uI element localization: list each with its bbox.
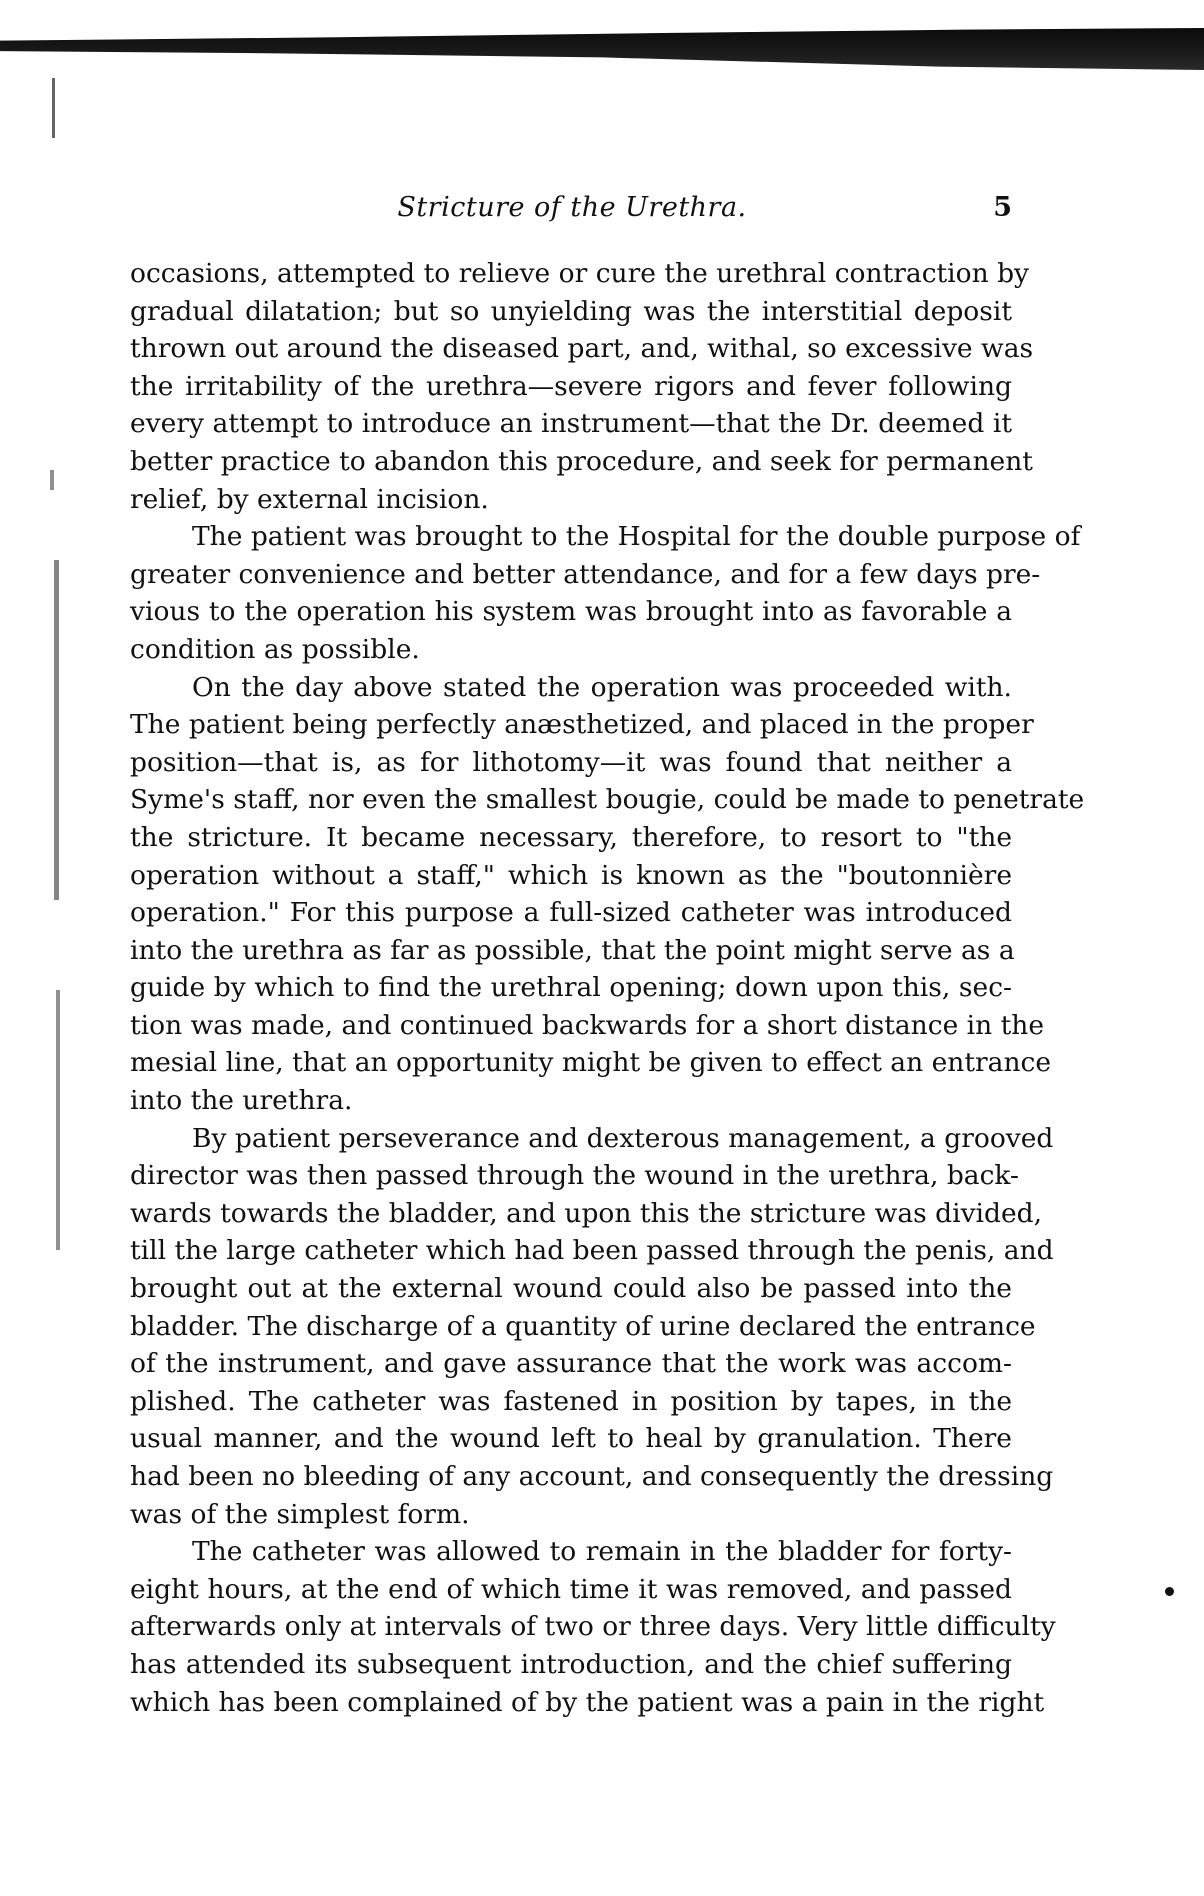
scan-gutter-mark [50, 470, 54, 490]
text-line: had been no bleeding of any account, and consequently the dressing [130, 1461, 1054, 1492]
text-line: The patient was brought to the Hospital for the double purpose of [192, 521, 1081, 553]
text-line: every attempt to introduce an instrument—that the Dr. deemed it [130, 408, 1012, 440]
text-line: which has been complained of by the patient was a pain in the right [130, 1686, 1045, 1718]
text-line: position—that is, as for lithotomy—it was found that neither a [130, 746, 1012, 778]
text-line: wards towards the bladder, and upon this the stricture was divided, [130, 1197, 1043, 1229]
text-line: thrown out around the diseased part, and, withal, so excessive was [130, 333, 1034, 365]
text-line: the stricture. It became necessary, therefore, to resort to "the [130, 821, 1012, 853]
text-line: mesial line, that an opportunity might be given to effect an entrance [130, 1047, 1052, 1079]
text-line: Syme's staff, nor even the smallest bougie, could be made to penetrate [130, 784, 1085, 816]
text-line: into the urethra. [130, 1085, 353, 1117]
text-line: director was then passed through the wound in the urethra, back- [130, 1160, 1019, 1192]
text-line: condition as possible. [130, 633, 420, 665]
text-line: bladder. The discharge of a quantity of urine declared the entrance [130, 1310, 1036, 1342]
scan-gutter-mark [52, 78, 55, 138]
text-line: operation." For this purpose a full-sized catheter was introduced [130, 897, 1012, 929]
text-line: was of the simplest form. [130, 1498, 470, 1530]
scan-gutter-mark [54, 560, 59, 900]
text-line: better practice to abandon this procedure, and seek for permanent [130, 445, 1033, 477]
text-line: occasions, attempted to relieve or cure the urethral contraction by [130, 258, 1030, 289]
text-line: till the large catheter which had been passed through the penis, and [130, 1235, 1054, 1267]
text-line: gradual dilatation; but so unyielding was the interstitial deposit [130, 295, 1012, 327]
text-line: eight hours, at the end of which time it was removed, and passed [130, 1573, 1012, 1605]
body-text [130, 255, 1085, 1721]
text-line: afterwards only at intervals of two or three days. Very little difficulty [130, 1611, 1056, 1643]
text-line: into the urethra as far as possible, that the point might serve as a [130, 934, 1015, 966]
running-title: Stricture of the Urethra. [397, 192, 747, 223]
text-line: The catheter was allowed to remain in the bladder for forty- [192, 1536, 1012, 1568]
scan-speck [1165, 1587, 1174, 1596]
page-number: 5 [993, 192, 1012, 223]
running-head [132, 192, 1012, 232]
text-line: On the day above stated the operation was proceeded with. [192, 671, 1012, 703]
text-line: brought out at the external wound could also be passed into the [130, 1273, 1012, 1305]
text-line: The patient being perfectly anæsthetized, and placed in the proper [130, 709, 1034, 741]
text-line: greater convenience and better attendance, and for a few days pre- [130, 558, 1041, 590]
text-line: the irritability of the urethra—severe rigors and fever following [130, 370, 1012, 402]
text-line: plished. The catheter was fastened in position by tapes, in the [130, 1385, 1012, 1417]
scan-edge-band [0, 28, 1204, 70]
text-line: tion was made, and continued backwards for a short distance in the [130, 1009, 1045, 1041]
text-line: operation without a staff," which is known as the "boutonnière [130, 859, 1012, 891]
text-line: guide by which to find the urethral opening; down upon this, sec- [130, 972, 1012, 1004]
text-line: of the instrument, and gave assurance that the work was accom- [130, 1348, 1012, 1380]
text-line: vious to the operation his system was brought into as favorable a [130, 596, 1012, 628]
text-line: has attended its subsequent introduction, and the chief suffering [130, 1648, 1012, 1680]
text-line: relief, by external incision. [130, 483, 489, 515]
scan-gutter-mark [56, 990, 60, 1250]
text-line: usual manner, and the wound left to heal by granulation. There [130, 1423, 1012, 1455]
text-line: By patient perseverance and dexterous management, a grooved [192, 1122, 1054, 1154]
